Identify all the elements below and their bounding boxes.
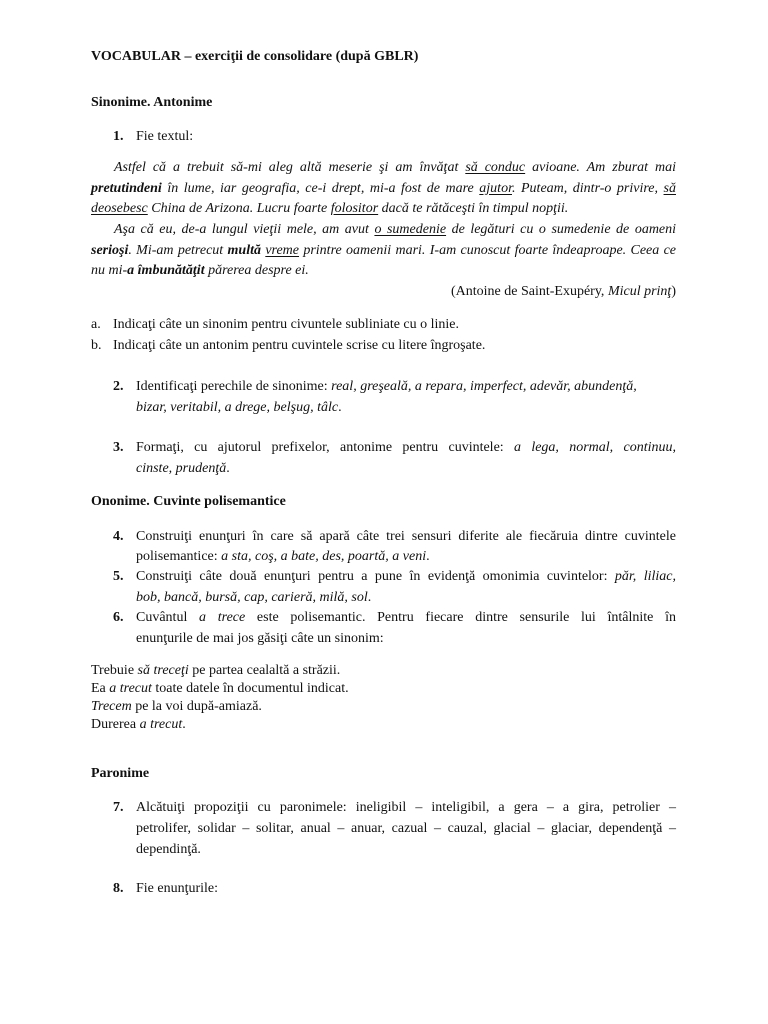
exercise-3-line1: Formaţi, cu ajutorul prefixelor, antonime pentru cuvintele: a lega, normal, continuu,: [136, 440, 676, 455]
exercise-6-line2: enunţurile de mai jos găsiţi câte un sinonim:: [136, 631, 384, 646]
section-heading-omonime-polisemantice: Ononime. Cuvinte polisemantice: [91, 494, 286, 509]
exercise-3-line2: cinste, prudenţă.: [136, 461, 230, 476]
section-heading-paronime: Paronime: [91, 766, 150, 781]
exercise-4-line2: polisemantice: a sta, coş, a bate, des, poartă, a veni.: [136, 549, 430, 564]
exercise-1-intro: Fie textul:: [136, 129, 194, 144]
document-title: VOCABULAR – exerciţii de consolidare (după GBLR): [91, 49, 419, 64]
bold-word: pretutindeni: [91, 180, 162, 196]
exercise-number-2: 2.: [113, 379, 124, 394]
exercise-number-8: 8.: [113, 881, 124, 896]
task-b-text: Indicaţi câte un antonim pentru cuvintele scrise cu litere îngroşate.: [113, 338, 486, 353]
bold-word: multă: [227, 242, 261, 258]
exercise-number-1: 1.: [113, 129, 124, 144]
exercise-7-line3: dependinţă.: [136, 842, 201, 857]
exercise-5-line2: bob, bancă, bursă, cap, carieră, milă, sol.: [136, 590, 372, 605]
exercise-number-5: 5.: [113, 569, 124, 584]
example-sentence-3: Trecem pe la voi după-amiază.: [91, 699, 262, 714]
underlined-word: să deosebesc: [91, 180, 676, 216]
citation: (Antoine de Saint-Exupéry, Micul prinţ): [450, 284, 676, 299]
exercise-number-3: 3.: [113, 440, 124, 455]
task-a-label: a.: [91, 317, 101, 332]
exercise-number-4: 4.: [113, 529, 124, 544]
bold-word: serioşi: [91, 242, 129, 258]
underlined-word: o sumedenie: [374, 222, 447, 237]
task-a-text: Indicaţi câte un sinonim pentru civuntele subliniate cu o linie.: [113, 317, 460, 332]
text-paragraph-1: Astfel că a trebuit să-mi aleg altă meserie şi am învăţat să conduc avioane. Am zburat mai pretutindeni în lume, iar geografia, ce-i drept, mi-a fost de mare ajutor. Puteam, dintr-o privire, să deosebesc China de Arizona. Lucru foarte folositor dacă te rătăceşti în timpul nopţii.: [91, 160, 676, 216]
example-sentence-4: Durerea a trecut.: [91, 717, 186, 732]
exercise-6-line1: Cuvântul a trece este polisemantic. Pentru fiecare dintre sensurile lui întâlnite în: [136, 610, 676, 625]
text-paragraph-2: Aşa că eu, de-a lungul vieţii mele, am avut o sumedenie de legături cu o sumedenie de oameni serioşi. Mi-am petrecut multă vreme printre oamenii mari. I-am cunoscut foarte îndeaproape. Ceea ce nu mi-a îmbunătăţit părerea despre ei.: [91, 222, 677, 278]
underlined-word: folositor: [330, 201, 379, 216]
bold-word: a îmbunătăţit: [127, 263, 205, 278]
exercise-number-6: 6.: [113, 610, 124, 625]
example-sentence-1: Trebuie să treceţi pe partea cealaltă a străzii.: [91, 663, 341, 678]
underlined-word: vreme: [265, 242, 300, 258]
exercise-number-7: 7.: [113, 800, 124, 815]
exercise-5-line1: Construiţi câte două enunţuri pentru a pune în evidenţă omonimia cuvintelor: păr, liliac,: [136, 569, 676, 584]
exercise-7-line1: Alcătuiţi propoziţii cu paronimele: ineligibil – inteligibil, a gera – a gira, petrolier –: [136, 800, 676, 815]
task-b-label: b.: [91, 338, 102, 353]
exercise-4-line1: Construiţi enunţuri în care să apară câte trei sensuri diferite ale fiecăruia dintre cuvintele: [136, 529, 676, 544]
section-heading-sinonime-antonime: Sinonime. Antonime: [91, 95, 213, 110]
underlined-word: să conduc: [465, 160, 526, 175]
underlined-word: ajutor: [479, 180, 512, 196]
exercise-2-line2: bizar, veritabil, a drege, belşug, tâlc.: [136, 400, 342, 415]
example-sentence-2: Ea a trecut toate datele în documentul indicat.: [91, 681, 349, 696]
exercise-8-intro: Fie enunţurile:: [136, 881, 219, 896]
exercise-7-line2: petrolifer, solidar – solitar, anual – anuar, cazual – cauzal, glacial – glaciar, dependenţă –: [136, 821, 676, 836]
exercise-2-line1: Identificaţi perechile de sinonime: real, greşeală, a repara, imperfect, adevăr, abundenţă,: [136, 379, 637, 394]
